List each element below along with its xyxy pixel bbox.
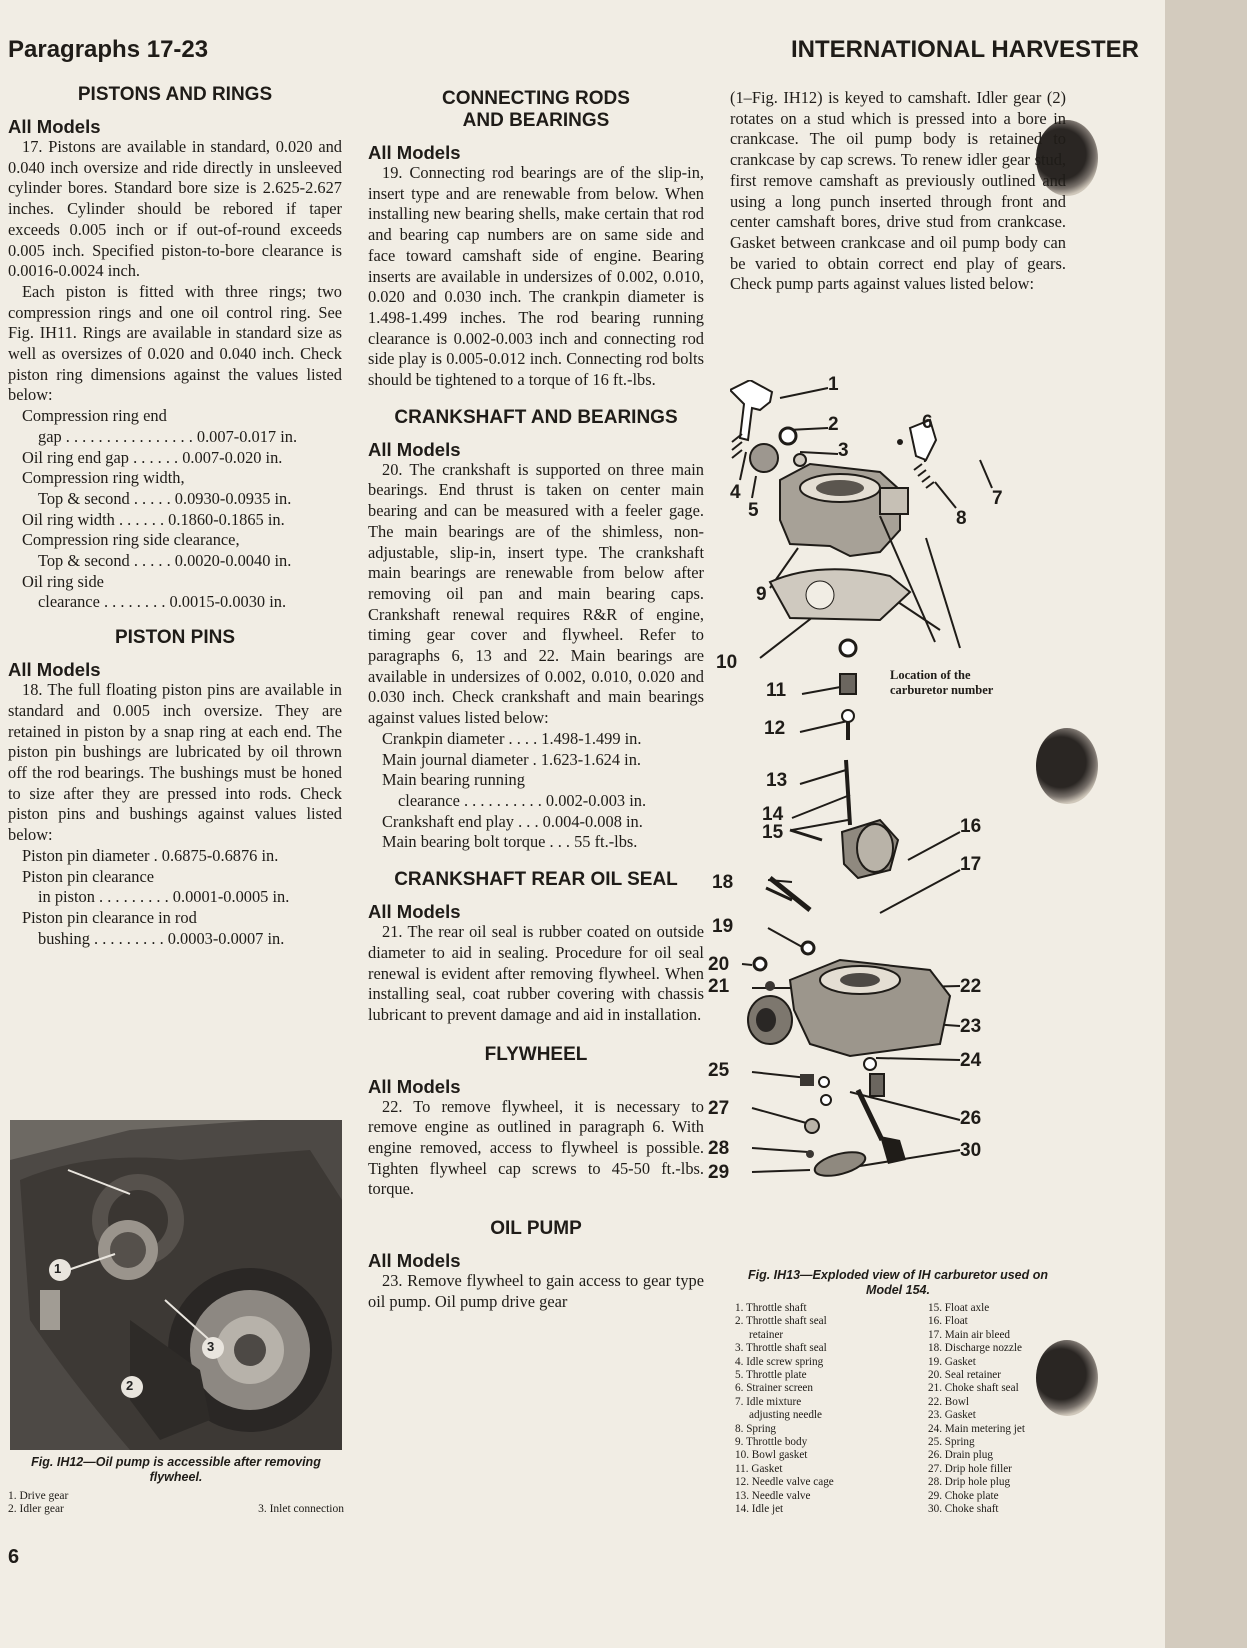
spec-list-crankshaft: [368, 729, 704, 853]
section-heading: OIL PUMP: [490, 1218, 582, 1240]
legend-item: 23. Gasket: [928, 1409, 976, 1422]
legend-item: 3. Throttle shaft seal: [735, 1342, 827, 1355]
legend-item: 1. Drive gear: [8, 1490, 69, 1502]
figure-legend-ih12: [8, 1490, 344, 1516]
spec-line: in piston . . . . . . . . . 0.0001-0.0005 in.: [38, 887, 290, 907]
legend-item: 9. Throttle body: [735, 1436, 808, 1449]
legend-item: 8. Spring: [735, 1422, 777, 1435]
legend-item: 11. Gasket: [735, 1462, 783, 1475]
callout-3: 3: [838, 440, 849, 461]
paragraph-22: 22. To remove flywheel, it is necessary to remove engine as outlined in paragraph 6. With engine removed, access to flywheel is possible. Tighten flywheel cap screws to 45-50 ft.-lbs. torque.: [368, 1096, 704, 1199]
spec-list-rings: [8, 406, 342, 613]
callout-17: 17: [960, 854, 982, 875]
legend-item: 21. Choke shaft seal: [928, 1382, 1019, 1395]
spec-line: Main journal diameter . 1.623-1.624 in.: [382, 749, 642, 769]
legend-item: 26. Drain plug: [928, 1449, 993, 1462]
legend-item: 2. Throttle shaft seal: [735, 1315, 827, 1328]
spec-line: Crankpin diameter . . . . 1.498-1.499 in.: [382, 728, 642, 748]
page-edge: [1165, 0, 1247, 1648]
spec-line: Top & second . . . . . 0.0930-0.0935 in.: [38, 488, 292, 508]
callout-26: 26: [960, 1108, 982, 1129]
subheading: All Models: [368, 1075, 461, 1097]
legend-column-left: [735, 1302, 920, 1517]
callout-25: 25: [708, 1060, 730, 1081]
callout-29: 29: [708, 1162, 730, 1183]
subheading: All Models: [368, 1250, 461, 1272]
spec-line: Compression ring side clearance,: [22, 530, 240, 550]
callout-7: 7: [992, 488, 1003, 509]
column-1: [8, 80, 342, 949]
paragraph-18: 18. The full floating piston pins are available in standard and 0.005 inch oversize. They are retained in piston by a snap ring at each end. The piston pin bushings are lubricated by oil thrown off the rod bearings. The bushings must be honed to size after they are pressed into rods. Check piston pins and bushings against values listed below:: [8, 680, 342, 845]
callout-6: 6: [922, 412, 933, 433]
subheading: All Models: [368, 142, 461, 163]
callout-23: 23: [960, 1016, 982, 1037]
photo-label-1: 1: [54, 1261, 62, 1276]
legend-item: 13. Needle valve: [735, 1489, 811, 1502]
oil-pump-photo-illustration: [10, 1120, 342, 1450]
callout-5: 5: [748, 500, 759, 521]
legend-item: 6. Strainer screen: [735, 1382, 813, 1395]
callout-18: 18: [712, 872, 734, 893]
legend-item: 16. Float: [928, 1315, 968, 1328]
callout-19: 19: [712, 916, 734, 937]
spec-line: Piston pin clearance in rod: [22, 907, 197, 927]
legend-item: 14. Idle jet: [735, 1503, 784, 1516]
spec-line: Compression ring end: [22, 406, 167, 426]
column-2: [368, 84, 704, 1313]
callout-15: 15: [762, 822, 784, 843]
legend-item: 2. Idler gear: [8, 1503, 64, 1515]
legend-item: 18. Discharge nozzle: [928, 1342, 1022, 1355]
paragraph-20: 20. The crankshaft is supported on three main bearings. End thrust is taken on center main bearing and can be measured with a feeler gage. The main bearings are of the shimless, non-adjustable, slip-in, insert type. The crankshaft main bearings are renewable from below after removing oil pan and main bearing caps. Crankshaft renewal requires R&R of engine, timing gear cover and flywheel. Refer to paragraphs 6, 13 and 22. Main bearings are available in undersizes of 0.002, 0.010, 0.020 and 0.030 inch. Check crankshaft and main bearings against values listed below:: [368, 459, 704, 728]
spec-line: Top & second . . . . . 0.0020-0.0040 in.: [38, 551, 292, 571]
spec-line: bushing . . . . . . . . . 0.0003-0.0007 in.: [38, 928, 285, 948]
legend-item: 17. Main air bleed: [928, 1328, 1011, 1341]
paragraph-21: 21. The rear oil seal is rubber coated on outside diameter to aid in sealing. Procedure for oil seal renewal is evident after removing flywheel. When installing seal, coat rubber covering with chassis lubricant to prevent damage and aid in installation.: [368, 922, 704, 1024]
figure-caption-ih13: Fig. IH13—Exploded view of IH carburetor used on Model 154.: [747, 1268, 1049, 1297]
figure-caption-ih12: Fig. IH12—Oil pump is accessible after removing flywheel.: [31, 1455, 321, 1484]
legend-item: 5. Throttle plate: [735, 1369, 807, 1382]
callout-21: 21: [708, 976, 730, 997]
photo-label-2: 2: [126, 1378, 134, 1393]
paragraph-23-continued: (1–Fig. IH12) is keyed to camshaft. Idler gear (2) rotates on a stud which is pressed into a bore in crankcase. The oil pump body is retained to crankcase by cap screws. To renew idler gear stud, first remove camshaft as previously outlined and using a long punch inserted through front and center camshaft bores, drive stud from crankcase. Gasket between crankcase and oil pump body can be varied to obtain correct end play of gears. Check pump parts against values listed below:: [730, 88, 1066, 294]
legend-item: 19. Gasket: [928, 1355, 976, 1368]
header-brand: INTERNATIONAL HARVESTER: [790, 36, 1139, 63]
callout-22: 22: [960, 976, 982, 997]
callout-30: 30: [960, 1140, 982, 1161]
spec-line: gap . . . . . . . . . . . . . . . . 0.007-0.017 in.: [38, 426, 298, 446]
spec-list-pins: [8, 846, 342, 950]
paragraph-23: 23. Remove flywheel to gain access to gear type oil pump. Oil pump drive gear: [368, 1271, 704, 1311]
spec-line: Oil ring width . . . . . . 0.1860-0.1865 in.: [22, 509, 285, 529]
callout-16: 16: [960, 816, 982, 837]
header-paragraphs: Paragraphs 17-23: [8, 36, 209, 63]
legend-item: 24. Main metering jet: [928, 1422, 1025, 1435]
legend-item: 15. Float axle: [928, 1302, 990, 1314]
callout-12: 12: [764, 718, 786, 739]
spec-line: Main bearing running: [382, 770, 525, 790]
legend-item: 7. Idle mixture: [735, 1395, 802, 1408]
legend-item: adjusting needle: [749, 1409, 823, 1422]
spec-line: Oil ring end gap . . . . . . 0.007-0.020 in.: [22, 447, 283, 467]
section-heading: CONNECTING RODS AND BEARINGS: [442, 88, 630, 131]
legend-item: 25. Spring: [928, 1436, 975, 1449]
callout-11: 11: [766, 680, 787, 701]
section-heading: CRANKSHAFT AND BEARINGS: [394, 406, 678, 428]
paragraph-17b: Each piston is fitted with three rings; two compression rings and one oil control ring. See Fig. IH11. Rings are available in standard size as well as oversizes of 0.020 and 0.040 inch. Check piston ring dimensions against the values listed below:: [8, 281, 342, 405]
callout-4: 4: [730, 482, 741, 503]
callout-1: 1: [828, 374, 839, 395]
paragraph-17a: 17. Pistons are available in standard, 0.020 and 0.040 inch oversize and ride directly in unsleeved cylinder bores. Standard bore size is 2.625-2.627 inches. Cylinder should be rebored if taper exceeds 0.005 inch or if out-of-round exceeds 0.005 inch. Specified piston-to-bore clearance is 0.0016-0.0024 inch.: [8, 137, 342, 281]
callout-13: 13: [766, 770, 788, 791]
callout-9: 9: [756, 584, 767, 605]
callout-2: 2: [828, 414, 839, 435]
subheading: All Models: [8, 116, 101, 137]
legend-item: 20. Seal retainer: [928, 1369, 1001, 1382]
legend-item: 10. Bowl gasket: [735, 1449, 808, 1462]
photo-label-3: 3: [207, 1339, 215, 1354]
section-heading: FLYWHEEL: [484, 1043, 588, 1065]
carburetor-exploded-view: [708, 374, 1066, 1260]
legend-item: retainer: [749, 1328, 784, 1341]
spec-line: clearance . . . . . . . . 0.0015-0.0030 in.: [38, 592, 287, 612]
spec-line: Piston pin clearance: [22, 866, 154, 886]
legend-item: 27. Drip hole filler: [928, 1462, 1012, 1475]
callout-28: 28: [708, 1138, 730, 1159]
column-3: [730, 88, 1066, 295]
carburetor-number-note: Location of the carburetor number: [890, 668, 994, 697]
spec-line: Compression ring width,: [22, 468, 185, 488]
subheading: All Models: [8, 659, 101, 681]
callout-24: 24: [960, 1050, 982, 1071]
callout-20: 20: [708, 954, 730, 975]
callout-14: 14: [762, 804, 784, 825]
oil-pump-photo: [10, 1120, 342, 1450]
legend-item: 30. Choke shaft: [928, 1503, 999, 1516]
legend-item: 3. Inlet connection: [258, 1503, 344, 1515]
legend-column-right: [928, 1302, 1078, 1517]
callout-27: 27: [708, 1098, 730, 1119]
legend-item: 28. Drip hole plug: [928, 1476, 1011, 1489]
callout-10: 10: [716, 652, 738, 673]
legend-item: 22. Bowl: [928, 1395, 970, 1408]
subheading: All Models: [368, 438, 461, 460]
callout-8: 8: [956, 508, 967, 529]
spec-line: Oil ring side: [22, 571, 104, 591]
section-heading: PISTONS AND RINGS: [77, 84, 273, 105]
section-heading: CRANKSHAFT REAR OIL SEAL: [394, 869, 678, 891]
spec-line: Piston pin diameter . 0.6875-0.6876 in.: [22, 845, 279, 865]
legend-item: 1. Throttle shaft: [735, 1302, 807, 1314]
spec-line: Main bearing bolt torque . . . 55 ft.-lbs.: [382, 832, 638, 852]
section-heading: PISTON PINS: [114, 627, 235, 649]
paragraph-19: 19. Connecting rod bearings are of the slip-in, insert type and are renewable from below. When installing new bearing shells, make certain that rod and bearing cap numbers are on same side and face toward camshaft side of engine. Bearing inserts are available in undersizes of 0.002, 0.010, 0.020 and 0.030 inch. The crankpin diameter is 1.498-1.499 inches. The rod bearing running clearance is 0.002-0.003 inch and connecting rod side play is 0.005-0.012 inch. Connecting rod bolts should be tightened to a torque of 16 ft.-lbs.: [368, 163, 704, 390]
spec-line: clearance . . . . . . . . . . 0.002-0.003 in.: [398, 790, 647, 810]
legend-item: 29. Choke plate: [928, 1489, 999, 1502]
spec-line: Crankshaft end play . . . 0.004-0.008 in.: [382, 811, 643, 831]
legend-item: 12. Needle valve cage: [735, 1476, 834, 1489]
legend-item: 4. Idle screw spring: [735, 1355, 824, 1368]
subheading: All Models: [368, 901, 461, 923]
page-number: 6: [8, 1546, 20, 1568]
